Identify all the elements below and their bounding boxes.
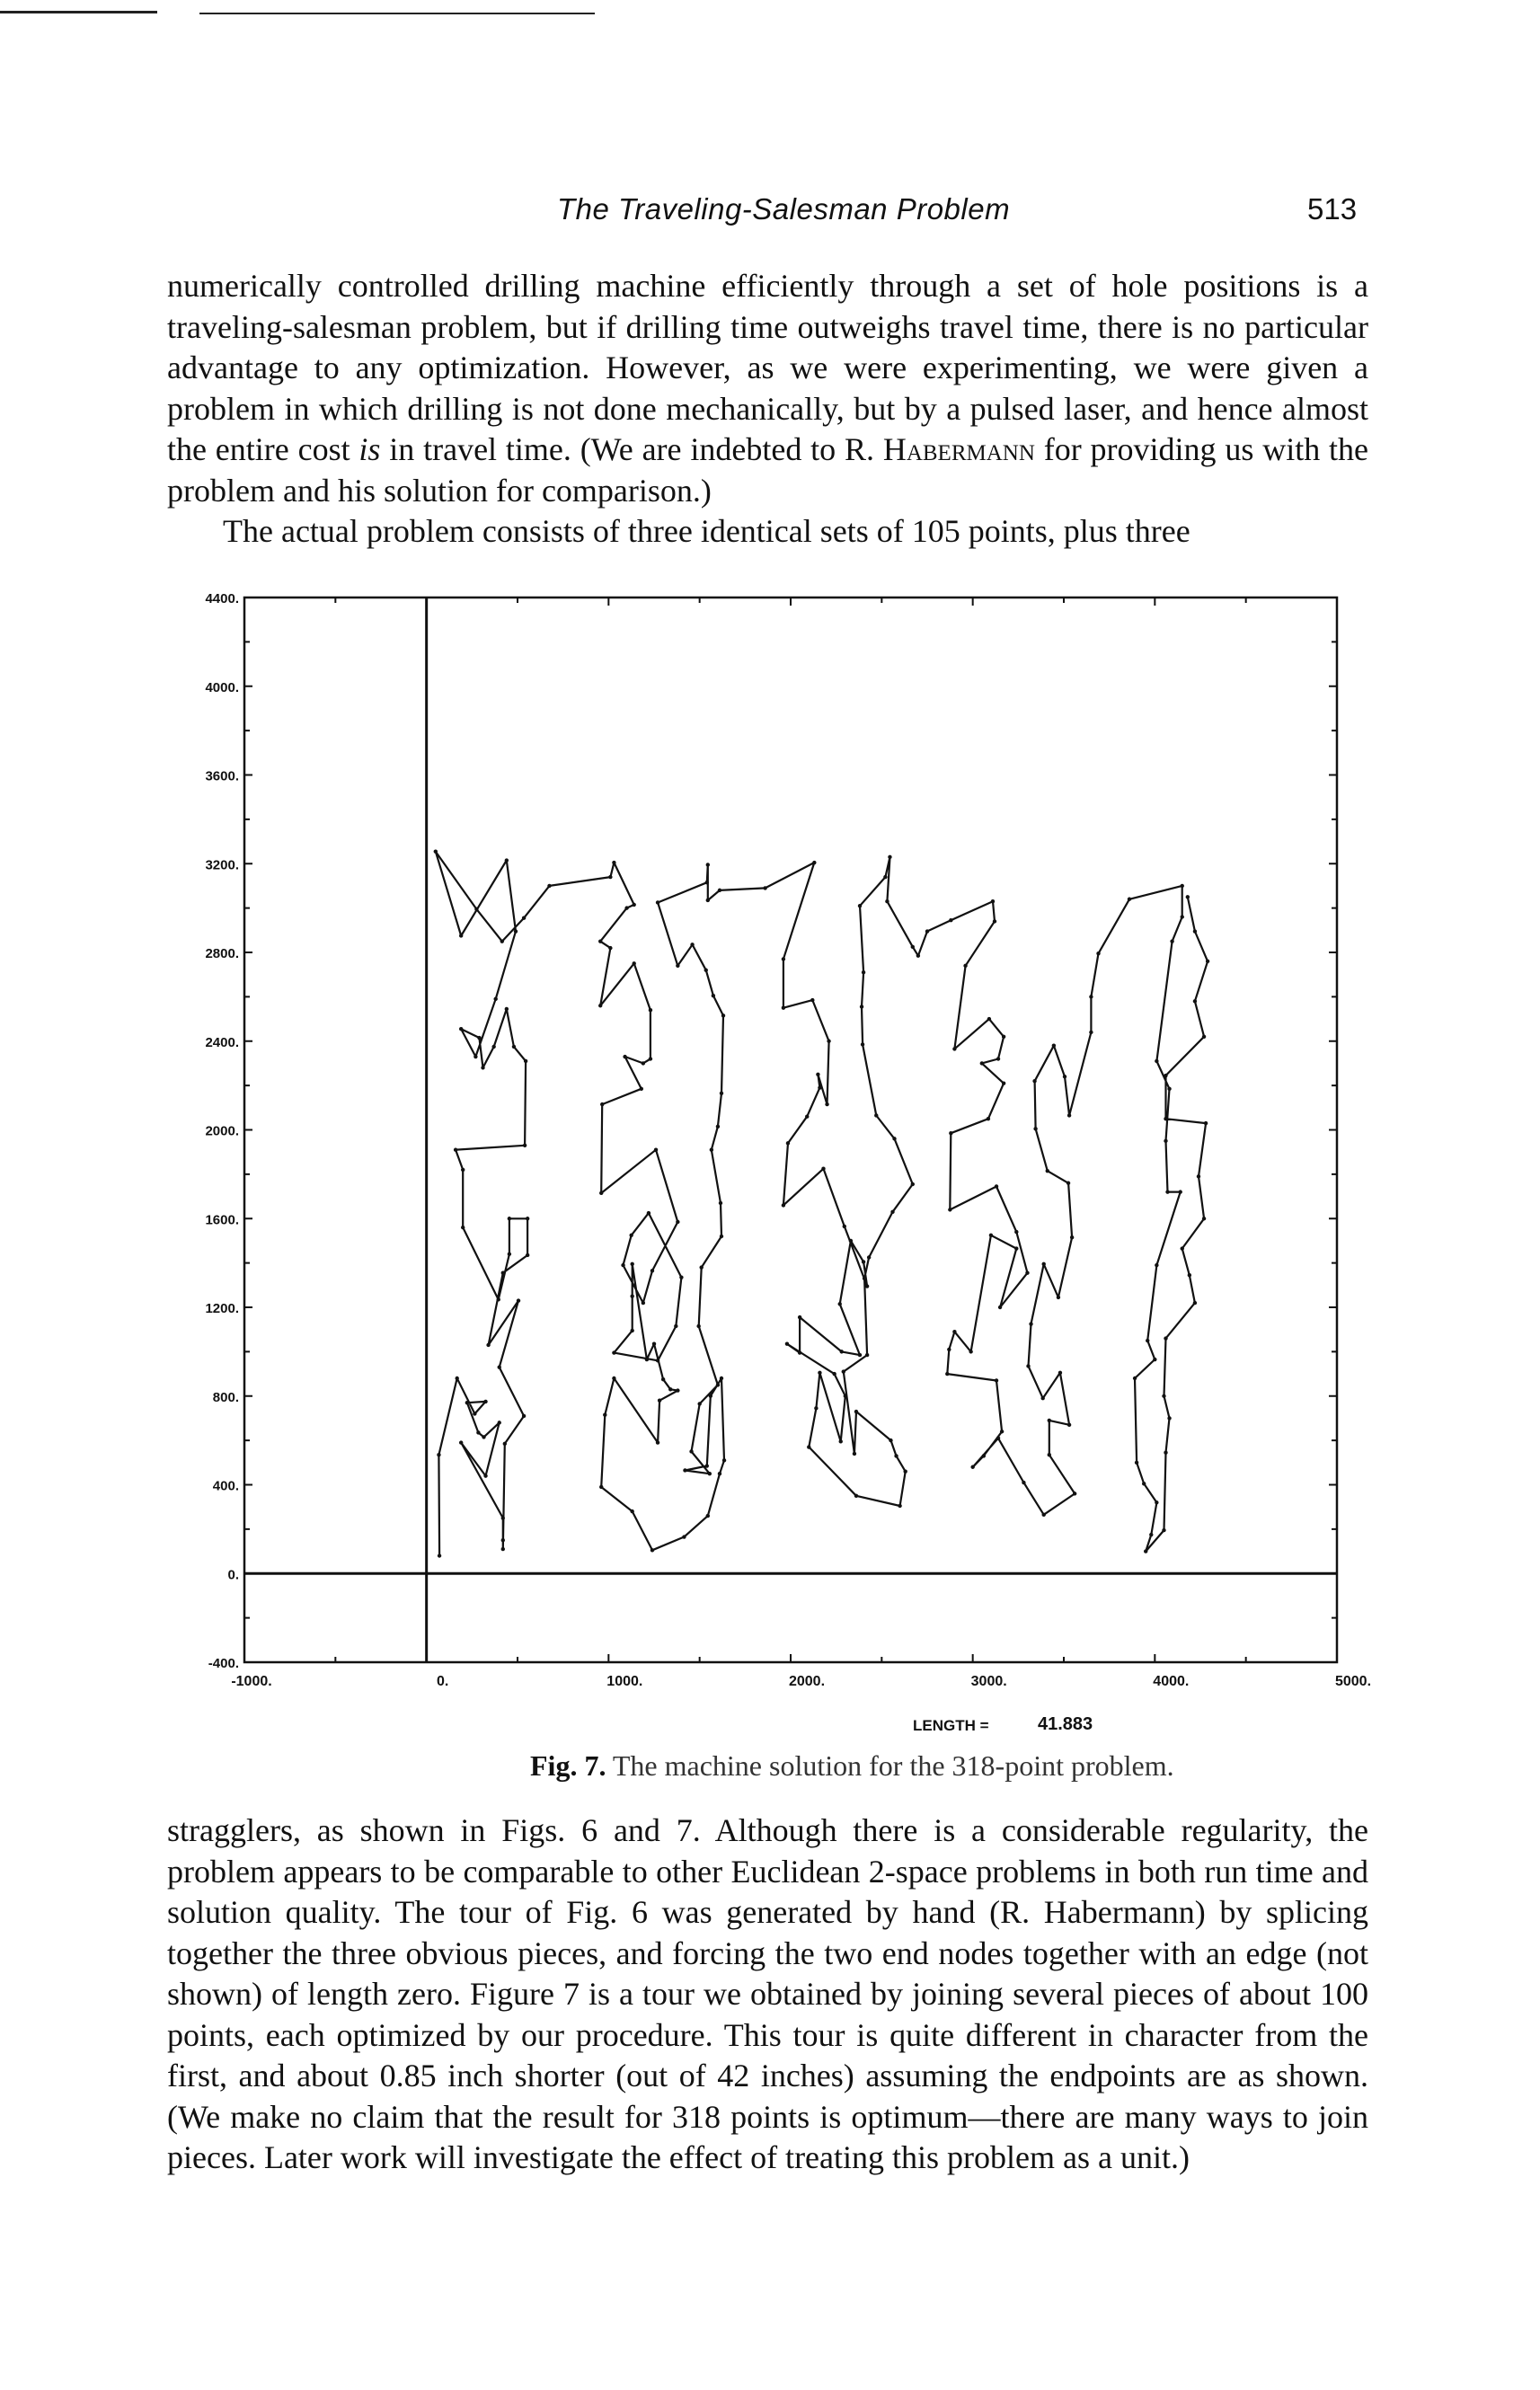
- tour-point: [716, 1383, 720, 1386]
- tour-point: [630, 1294, 633, 1297]
- tour-point: [1089, 1031, 1093, 1034]
- tour-point: [630, 1262, 633, 1266]
- tour-point: [1135, 1461, 1138, 1465]
- paragraph-top-part2: in travel time. (We are indebted to R.: [380, 431, 883, 467]
- tour-point: [642, 1061, 645, 1065]
- tour-point: [874, 1113, 878, 1117]
- tour-point: [987, 1017, 991, 1021]
- tour-point: [970, 1465, 974, 1469]
- tour-point: [1164, 1139, 1167, 1143]
- tour-point: [1057, 1296, 1060, 1299]
- tour-point: [1181, 1246, 1184, 1250]
- tour-point: [947, 1348, 951, 1351]
- tour-point: [1026, 1364, 1030, 1368]
- tour-point: [716, 1125, 720, 1129]
- tour-point: [656, 1440, 659, 1444]
- tour-point: [1188, 1273, 1191, 1277]
- tour-point: [989, 1234, 993, 1237]
- x-tick-label: 0.: [436, 1674, 449, 1689]
- y-tick-label: 4000.: [205, 679, 239, 695]
- tour-point: [911, 945, 915, 949]
- tour-point: [1022, 1481, 1025, 1484]
- tour-point: [892, 1137, 896, 1140]
- tour-point: [689, 1449, 693, 1453]
- tour-point: [621, 1263, 624, 1267]
- tour-point: [785, 1342, 789, 1346]
- tour-point: [998, 1306, 1002, 1309]
- tour-point: [1181, 884, 1184, 888]
- tour-point: [645, 1358, 649, 1361]
- tour-point: [1042, 1262, 1046, 1266]
- tour-point: [722, 1458, 726, 1462]
- tour-point: [668, 1387, 672, 1391]
- tour-point: [649, 1008, 652, 1012]
- tour-point: [969, 1350, 972, 1353]
- y-tick-label: 2000.: [205, 1123, 239, 1139]
- paragraph-top-name: Habermann: [882, 431, 1035, 467]
- tour-point: [1073, 1492, 1076, 1495]
- tour-point: [862, 970, 865, 974]
- tour-point: [676, 1388, 679, 1392]
- tour-point: [1149, 1533, 1153, 1536]
- tour-point: [697, 1402, 701, 1405]
- y-tick-label: 1200.: [205, 1301, 239, 1316]
- tour-point: [1164, 1336, 1167, 1340]
- length-value: 41.883: [1038, 1714, 1093, 1734]
- tour-point: [993, 919, 996, 923]
- tour-point: [867, 1255, 871, 1259]
- tour-point: [888, 855, 891, 859]
- tour-point: [810, 998, 814, 1002]
- tour-point: [1042, 1513, 1046, 1517]
- tour-point: [459, 1027, 463, 1031]
- tour-point: [948, 1208, 951, 1211]
- tour-point: [706, 1514, 710, 1518]
- tour-point: [805, 1114, 809, 1118]
- tour-point: [598, 1004, 602, 1007]
- tour-point: [1058, 1371, 1062, 1375]
- length-label: LENGTH =: [913, 1717, 989, 1734]
- tour-point: [696, 1324, 700, 1328]
- tour-point: [486, 1343, 490, 1347]
- tour-point: [1000, 1430, 1004, 1433]
- tour-point: [860, 1005, 863, 1008]
- tour-point: [949, 1131, 952, 1135]
- tour-point: [1096, 952, 1100, 955]
- tour-point: [512, 1045, 516, 1049]
- tour-point: [654, 1148, 658, 1152]
- paragraph-bottom-text: stragglers, as shown in Figs. 6 and 7. Although there is a considerable regularity, the problem appears to be comparable to other Euclidean 2-space problems in both run time and solution quality. The tour of Fig. 6 was generated by hand (R. Habermann) by splicing together the three obvious pieces, and forcing the two end nodes together with an edge (not shown) of length zero. Figure 7 is a tour we obtained by joining several pieces of about 100 points, each optimized by our procedure. This tour is quite different in character from the first, and about 0.85 inch shorter (out of 42 inches) assuming the endpoints are as shown. (We make no claim that the result for 318 points is optimum—there are many ways to join pieces. Later work will investigate the effect of treating this problem as a unit.): [167, 1812, 1368, 2175]
- tour-point: [987, 1117, 990, 1120]
- tour-point: [598, 939, 602, 943]
- tour-point: [706, 898, 710, 902]
- tour-point: [501, 1271, 505, 1275]
- tour-point: [523, 1144, 527, 1147]
- tour-point: [816, 1073, 819, 1076]
- tour-point: [1181, 915, 1184, 918]
- tour-point: [849, 1239, 853, 1243]
- tour-point: [818, 1085, 821, 1089]
- figure-caption-label: Fig. 7.: [530, 1749, 606, 1782]
- tour-point: [1002, 1081, 1005, 1084]
- tour-point: [911, 1182, 915, 1186]
- y-tick-label: -400.: [208, 1656, 239, 1671]
- tour-point: [894, 1454, 898, 1457]
- tour-point: [720, 1092, 723, 1095]
- tour-point: [483, 1474, 487, 1477]
- tour-point: [508, 1253, 511, 1256]
- tour-point: [629, 1234, 633, 1237]
- tour-point: [612, 861, 615, 864]
- tour-point: [883, 875, 887, 879]
- tour-point: [712, 994, 715, 997]
- tour-point: [854, 1494, 858, 1498]
- tour-point: [612, 1350, 615, 1354]
- plot-tick-labels: [205, 591, 1371, 1689]
- tour-point: [454, 1148, 457, 1152]
- tour-point: [1063, 1075, 1066, 1078]
- tour-point: [844, 1394, 847, 1398]
- tour-path-layer: [434, 849, 1210, 1557]
- tour-point: [858, 904, 862, 907]
- tour-point: [925, 929, 929, 933]
- tour-point: [782, 1203, 785, 1207]
- tour-point: [501, 1547, 505, 1551]
- tour-point: [630, 1509, 633, 1513]
- tour-point: [996, 1057, 1000, 1060]
- tour-point: [434, 849, 438, 853]
- tour-point: [481, 1066, 484, 1069]
- tour-point: [782, 957, 785, 960]
- y-tick-label: 400.: [212, 1478, 239, 1494]
- tour-point: [600, 1102, 604, 1106]
- tour-point: [1164, 1074, 1167, 1077]
- tour-point: [500, 939, 504, 943]
- tour-point: [1193, 999, 1197, 1003]
- tour-point: [526, 1217, 529, 1220]
- tour-point: [661, 1377, 665, 1381]
- tour-point: [949, 918, 952, 922]
- tour-point: [652, 1342, 656, 1346]
- plot-axes: [244, 598, 1337, 1662]
- tour-point: [991, 899, 995, 903]
- tour-point: [1128, 898, 1131, 901]
- tour-point: [1162, 1394, 1165, 1398]
- tour-point: [798, 1350, 801, 1354]
- tour-point: [599, 1485, 603, 1489]
- tour-point: [438, 1554, 441, 1557]
- tour-point: [437, 1453, 440, 1456]
- tour-point: [459, 1440, 463, 1444]
- tour-point: [1206, 960, 1209, 963]
- tour-point: [1033, 1127, 1037, 1130]
- tour-point: [676, 1220, 679, 1224]
- x-tick-label: 1000.: [606, 1674, 643, 1689]
- tour-point: [633, 903, 636, 907]
- tour-point: [1193, 929, 1197, 933]
- tour-point: [547, 884, 551, 888]
- tour-point: [861, 1042, 864, 1046]
- tour-point: [676, 964, 679, 968]
- tour-point: [651, 1269, 654, 1272]
- tour-point: [497, 1297, 500, 1301]
- tour-point: [832, 1372, 836, 1376]
- tour-point: [1167, 1087, 1171, 1091]
- tour-point: [1040, 1396, 1044, 1400]
- tour-point: [885, 899, 889, 903]
- tour-point: [718, 889, 721, 892]
- tour-point: [508, 1217, 511, 1220]
- tour-point: [710, 1148, 713, 1152]
- tour-point: [603, 1413, 606, 1417]
- paragraph-top-part3: for providing us with the problem and his solution for comparison.): [167, 431, 1369, 509]
- tour-point: [630, 1329, 633, 1332]
- tour-point: [1067, 1423, 1071, 1427]
- tour-point: [1204, 1121, 1208, 1125]
- tour-point: [807, 1445, 810, 1448]
- tour-point: [843, 1225, 846, 1228]
- tour-point: [1048, 1419, 1051, 1422]
- tour-point: [865, 1284, 869, 1288]
- tour-point: [1066, 1182, 1070, 1185]
- tour-point: [461, 1168, 465, 1172]
- tour-point: [517, 1298, 520, 1302]
- y-tick-label: 4400.: [205, 591, 239, 606]
- tour-point: [1002, 1035, 1005, 1039]
- y-tick-label: 2800.: [205, 946, 239, 961]
- tour-point: [1179, 1190, 1182, 1193]
- tour-point: [718, 1472, 721, 1475]
- tour-point: [1193, 1301, 1197, 1305]
- tour-point: [647, 1211, 651, 1215]
- tour-point: [814, 1406, 818, 1410]
- plot-ticks: [244, 598, 1337, 1662]
- tour-point: [1164, 1117, 1167, 1120]
- tour-point: [858, 1353, 862, 1357]
- tour-point: [890, 1210, 894, 1214]
- tour-point: [945, 1372, 949, 1376]
- tour-point: [1197, 1174, 1200, 1178]
- tour-point: [491, 1045, 495, 1049]
- y-tick-label: 0.: [227, 1567, 239, 1583]
- tour-point: [682, 1535, 686, 1538]
- running-header-title: The Traveling-Salesman Problem: [557, 192, 1011, 226]
- tour-point: [640, 1087, 643, 1091]
- tour-point: [818, 1371, 821, 1375]
- tour-point: [679, 1275, 683, 1279]
- tour-point: [501, 1538, 505, 1542]
- tour-point: [465, 1401, 469, 1404]
- tour-point: [786, 1141, 790, 1145]
- tour-point: [1089, 995, 1093, 998]
- tour-point: [656, 1359, 659, 1362]
- x-tick-label: 2000.: [788, 1674, 826, 1689]
- tour-point: [952, 1047, 956, 1050]
- tour-point: [1046, 1169, 1049, 1173]
- tour-point: [825, 1102, 828, 1106]
- tour-point: [498, 1365, 501, 1368]
- y-tick-label: 3200.: [205, 857, 239, 873]
- tour-point: [473, 1412, 476, 1415]
- x-tick-label: 4000.: [1153, 1674, 1190, 1689]
- tour-point: [719, 1201, 722, 1205]
- tour-point: [1155, 1500, 1158, 1504]
- tour-point: [1052, 1043, 1056, 1047]
- tour-point: [1032, 1079, 1036, 1083]
- tour-point: [863, 1277, 866, 1280]
- tour-point: [1186, 895, 1190, 898]
- tour-point: [898, 1504, 901, 1508]
- tour-point: [1164, 1451, 1167, 1455]
- x-tick-label: 5000.: [1334, 1674, 1372, 1689]
- tour-point: [720, 1235, 723, 1238]
- tour-point: [459, 934, 463, 937]
- tour-point: [840, 1350, 844, 1353]
- tour-point: [612, 1376, 615, 1380]
- paragraph-top-part1: numerically controlled drilling machine efficiently through a set of hole positions is a traveling-salesman problem, but if drilling time outweighs travel time, there is no particular advantage to any optimization. However, as we were experimenting, we were given a problem in which drilling is not done mechanically, but by a pulsed laser, and hence almost the entire cost: [167, 268, 1368, 467]
- tour-point: [1025, 1271, 1029, 1275]
- tour-point: [1048, 1453, 1051, 1456]
- tour-point: [493, 997, 497, 1001]
- tour-point: [1202, 1217, 1206, 1220]
- tour-point: [514, 929, 518, 933]
- plot-frame: [244, 598, 1337, 1662]
- tour-point: [980, 1061, 984, 1065]
- tour-point: [704, 969, 708, 972]
- tour-point: [839, 1439, 843, 1443]
- tour-point: [1142, 1482, 1146, 1485]
- tour-point: [477, 1036, 481, 1040]
- page-number: 513: [1307, 192, 1358, 226]
- tour-point: [827, 1040, 830, 1043]
- tour-point: [498, 1421, 501, 1424]
- tour-point: [608, 946, 612, 950]
- tour-point: [1144, 1549, 1147, 1553]
- tour-point: [821, 1167, 825, 1171]
- tour-point: [649, 1057, 652, 1060]
- tour-point: [763, 886, 766, 890]
- tour-point: [889, 1438, 892, 1442]
- tour-point: [709, 1394, 712, 1398]
- tour-point: [524, 1059, 527, 1063]
- tour-point: [1014, 1230, 1018, 1234]
- tour-point: [782, 1006, 785, 1010]
- y-tick-label: 800.: [212, 1389, 239, 1405]
- tour-point: [963, 964, 967, 968]
- tour-point: [1170, 939, 1173, 943]
- tour-point: [708, 1472, 712, 1475]
- tour-point: [903, 1469, 907, 1473]
- tour-point: [522, 1414, 526, 1418]
- tour-point: [474, 1055, 477, 1058]
- tour-point: [674, 1324, 677, 1328]
- tour-point: [996, 1436, 1000, 1439]
- tour-point: [690, 943, 694, 946]
- tour-point: [482, 1435, 485, 1438]
- tour-point: [699, 1265, 703, 1269]
- tour-point: [721, 1014, 725, 1017]
- tour-point: [642, 1301, 645, 1305]
- tour-point: [1067, 1113, 1071, 1117]
- tour-point: [501, 1516, 505, 1519]
- tour-point: [1146, 1339, 1149, 1342]
- tour-series-line: [436, 852, 1208, 1556]
- tour-point: [705, 1464, 709, 1467]
- tour-point: [624, 906, 628, 909]
- tour-point: [633, 961, 636, 965]
- tour-point: [995, 1184, 998, 1188]
- tour-point: [1070, 1235, 1074, 1239]
- tour-point: [1162, 1528, 1165, 1532]
- y-tick-label: 3600.: [205, 768, 239, 784]
- tour-point: [1167, 1416, 1171, 1420]
- tour-point: [862, 1260, 865, 1263]
- y-tick-label: 1600.: [205, 1212, 239, 1228]
- figure-caption: [530, 1749, 1174, 1783]
- tour-point: [474, 907, 478, 911]
- tour-point: [456, 1376, 459, 1380]
- tour-point: [1165, 1190, 1169, 1193]
- tour-point: [706, 863, 710, 866]
- tour-point: [1133, 1376, 1137, 1380]
- tour-point: [526, 1253, 529, 1257]
- tour-point: [483, 1400, 487, 1403]
- tour-point: [916, 954, 920, 958]
- tour-point: [865, 1353, 869, 1357]
- tour-point: [952, 1330, 956, 1333]
- tour-point: [1029, 1322, 1032, 1325]
- tour-point: [705, 881, 709, 884]
- tour-point: [658, 1398, 661, 1402]
- y-tick-label: 2400.: [205, 1034, 239, 1050]
- tour-point: [599, 1191, 603, 1195]
- tour-point: [656, 900, 659, 904]
- paragraph-top-next-line: The actual problem consists of three identical sets of 105 points, plus three: [223, 513, 1190, 549]
- figure-caption-text: The machine solution for the 318-point problem.: [612, 1749, 1174, 1782]
- tour-point: [651, 1548, 654, 1552]
- tour-point: [1202, 1035, 1206, 1039]
- tour-point: [1155, 1059, 1158, 1063]
- tour-point: [461, 1226, 465, 1229]
- tour-point: [720, 1376, 723, 1380]
- tour-point: [503, 1442, 507, 1446]
- tour-point: [854, 1410, 858, 1413]
- tour-point: [982, 1454, 986, 1457]
- tour-point: [505, 1007, 509, 1011]
- tour-point: [1155, 1263, 1158, 1267]
- tour-point: [842, 1369, 845, 1373]
- x-tick-label: 3000.: [970, 1674, 1007, 1689]
- tour-point: [798, 1315, 801, 1319]
- tour-point: [623, 1055, 626, 1058]
- tour-point: [608, 875, 612, 879]
- tour-point: [995, 1378, 998, 1382]
- tour-point: [1153, 1358, 1156, 1361]
- x-tick-label: -1000.: [231, 1674, 272, 1689]
- paragraph-bottom: [167, 1810, 1368, 2179]
- tour-point: [505, 858, 509, 862]
- tour-point: [853, 1452, 856, 1456]
- tour-point: [522, 916, 526, 920]
- paragraph-top-emphasis: is: [358, 431, 381, 467]
- tour-point: [812, 861, 816, 864]
- tour-point: [476, 1430, 480, 1434]
- tour-point: [1014, 1246, 1018, 1250]
- tour-point: [838, 1302, 842, 1306]
- tour-point: [683, 1468, 686, 1472]
